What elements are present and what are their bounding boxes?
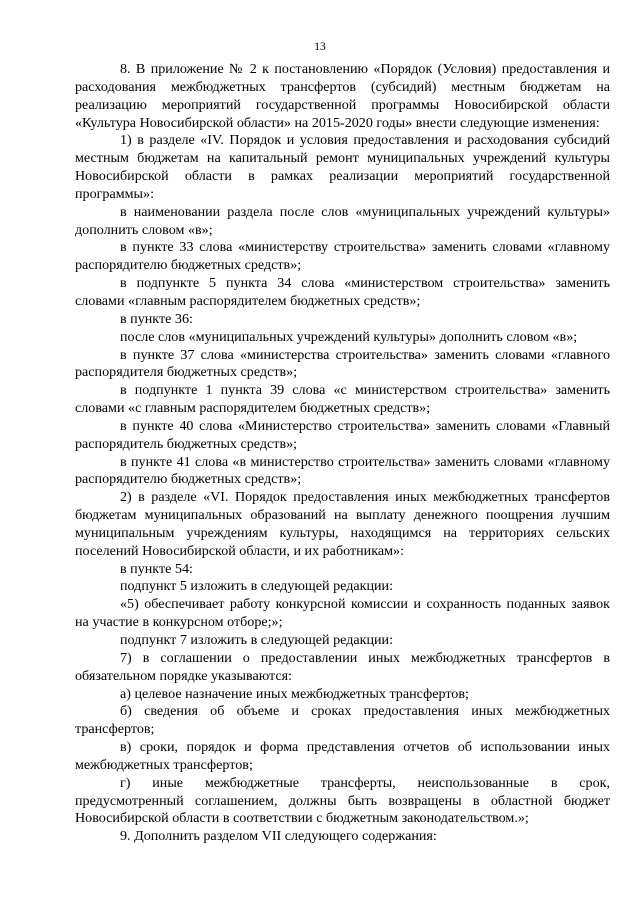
paragraph-point-37: в пункте 37 слова «министерства строительства» заменить словами «главного распорядителя бюджетных средств»; xyxy=(75,346,610,381)
paragraph-subpoint-7-g: г) иные межбюджетные трансферты, неиспользованные в срок, предусмотренный соглашением, должны быть возвращены в областной бюджет Новосибирской области в соответствии с бюджетным законодательством.»; xyxy=(75,774,610,827)
paragraph-item-1: 1) в разделе «IV. Порядок и условия предоставления и расходования субсидий местным бюджетам на капитальный ремонт муниципальных учреждений культуры Новосибирской области в рамках реализации мероприятий государственной программы»: xyxy=(75,132,610,202)
page-number: 13 xyxy=(314,41,326,53)
document-body xyxy=(75,61,610,846)
paragraph-point-54: в пункте 54: xyxy=(120,560,193,577)
paragraph-point-33: в пункте 33 слова «министерству строительства» заменить словами «главному распорядителю бюджетных средств»; xyxy=(75,239,610,274)
paragraph-subpoint-7-intro: подпункт 7 изложить в следующей редакции: xyxy=(120,632,394,648)
paragraph-point-40: в пункте 40 слова «Министерство строительства» заменить словами «Главный распорядитель бюджетных средств»; xyxy=(75,417,610,452)
paragraph-point-41: в пункте 41 слова «в министерство строительства» заменить словами «главному распорядителю бюджетных средств»; xyxy=(75,453,610,488)
paragraph-subpoint-5-text: «5) обеспечивает работу конкурсной комиссии и сохранность поданных заявок на участие в конкурсном отборе;»; xyxy=(75,596,610,631)
paragraph-point-36-change: после слов «муниципальных учреждений культуры» дополнить словом «в»; xyxy=(120,328,578,345)
paragraph-point-36: в пункте 36: xyxy=(120,310,193,327)
paragraph-9-intro: 9. Дополнить разделом VII следующего содержания: xyxy=(120,828,437,845)
paragraph-8-intro: 8. В приложение № 2 к постановлению «Порядок (Условия) предоставления и расходования межбюджетных трансфертов (субсидий) местным бюджетам на реализацию мероприятий государственной программы Новосибирской области «Культура Новосибирской области» на 2015-2020 годы» внести следующие изменения: xyxy=(75,61,610,131)
paragraph-point-39: в подпункте 1 пункта 39 слова «с министерством строительства» заменить словами «с главным распорядителем бюджетных средств»; xyxy=(75,382,610,417)
paragraph-item-2: 2) в разделе «VI. Порядок предоставления иных межбюджетных трансфертов бюджетам муниципальных образований на выплату денежного поощрения лучшим муниципальным учреждениям культуры, находящимся на территориях сельских поселений Новосибирской области, и их работникам»: xyxy=(75,489,610,559)
paragraph-subpoint-7-text: 7) в соглашении о предоставлении иных межбюджетных трансфертов в обязательном порядке указываются: xyxy=(75,649,610,684)
paragraph-subpoint-7-b: б) сведения об объеме и сроках предоставления иных межбюджетных трансфертов; xyxy=(75,703,610,738)
paragraph-subpoint-7-a: а) целевое назначение иных межбюджетных трансфертов; xyxy=(120,685,469,702)
paragraph-section-title-change: в наименовании раздела после слов «муниципальных учреждений культуры» дополнить словом «в»; xyxy=(75,203,610,238)
paragraph-point-34: в подпункте 5 пункта 34 слова «министерством строительства» заменить словами «главным распорядителем бюджетных средств»; xyxy=(75,275,610,309)
paragraph-subpoint-7-v: в) сроки, порядок и форма представления отчетов об использовании иных межбюджетных трансфертов; xyxy=(75,739,610,773)
paragraph-subpoint-5-intro: подпункт 5 изложить в следующей редакции: xyxy=(120,578,394,595)
